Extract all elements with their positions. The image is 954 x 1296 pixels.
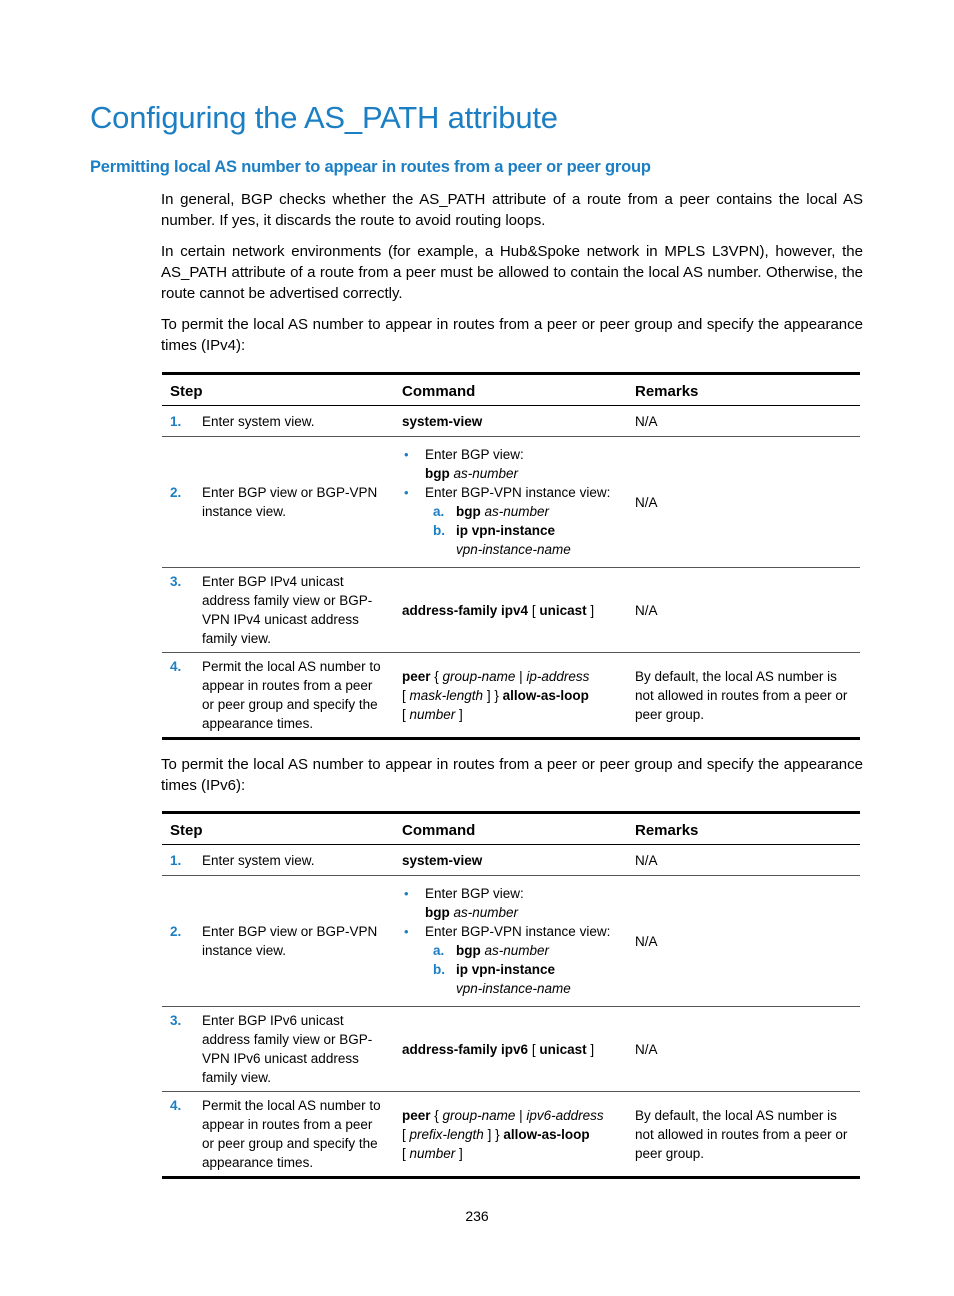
remark-text: N/A bbox=[627, 406, 860, 437]
step-text: Enter BGP IPv4 unicast address family view or BGP-VPN IPv4 unicast address family view. bbox=[202, 574, 373, 646]
command-keyword: bgp bbox=[425, 466, 450, 481]
command-keyword: bgp bbox=[425, 905, 450, 920]
bullet-icon: • bbox=[404, 924, 409, 939]
command-text: system-view bbox=[402, 413, 483, 429]
table-row bbox=[162, 406, 860, 437]
sub-option-b bbox=[402, 960, 619, 998]
command-argument: as-number bbox=[484, 504, 550, 519]
command-text: address-family ipv4 [ unicast ] bbox=[394, 568, 627, 653]
header-command: Command bbox=[394, 374, 627, 406]
header-remarks: Remarks bbox=[627, 374, 860, 406]
table-row bbox=[162, 845, 860, 876]
command-argument: as-number bbox=[453, 466, 519, 481]
remark-text: By default, the local AS number is not allowed in routes from a peer or peer group. bbox=[627, 653, 860, 739]
step-text: Permit the local AS number to appear in routes from a peer or peer group and specify the appearance times. bbox=[202, 659, 381, 731]
step-number: 3. bbox=[170, 1013, 182, 1028]
table-row bbox=[162, 437, 860, 568]
step-text: Permit the local AS number to appear in routes from a peer or peer group and specify the appearance times. bbox=[202, 1098, 381, 1170]
page-number: 236 bbox=[465, 1208, 489, 1224]
step-text: Enter system view. bbox=[202, 852, 315, 868]
step-text: Enter BGP view or BGP-VPN instance view. bbox=[202, 924, 378, 958]
table-row bbox=[162, 1007, 860, 1092]
bullet-text: Enter BGP-VPN instance view: bbox=[425, 485, 611, 500]
ipv4-steps-table bbox=[162, 372, 860, 740]
step-text: Enter BGP IPv6 unicast address family view or BGP-VPN IPv6 unicast address family view. bbox=[202, 1013, 373, 1085]
command-keyword: ip vpn-instance bbox=[456, 962, 556, 977]
command-keyword: bgp bbox=[456, 504, 481, 519]
remark-text: N/A bbox=[627, 568, 860, 653]
remark-text: By default, the local AS number is not allowed in routes from a peer or peer group. bbox=[627, 1092, 860, 1178]
table-row bbox=[162, 1092, 860, 1178]
sub-letter: a. bbox=[433, 943, 445, 958]
table-row bbox=[162, 568, 860, 653]
remark-text: N/A bbox=[627, 876, 860, 1007]
step-text: Enter system view. bbox=[202, 413, 315, 429]
remark-text: N/A bbox=[627, 845, 860, 876]
step-number: 2. bbox=[170, 924, 182, 939]
step-number: 3. bbox=[170, 574, 182, 589]
remark-text: N/A bbox=[627, 437, 860, 568]
command-argument: as-number bbox=[484, 943, 550, 958]
sub-letter: a. bbox=[433, 504, 445, 519]
page-title: Configuring the AS_PATH attribute bbox=[90, 100, 558, 135]
bullet-text: Enter BGP-VPN instance view: bbox=[425, 924, 611, 939]
remark-text: N/A bbox=[627, 1007, 860, 1092]
bullet-icon: • bbox=[404, 485, 409, 500]
table-header-row bbox=[162, 374, 860, 406]
command-list bbox=[402, 445, 619, 502]
step-number: 1. bbox=[170, 852, 182, 868]
bullet-text: Enter BGP view: bbox=[425, 886, 524, 901]
paragraph-ipv4-lead: To permit the local AS number to appear in routes from a peer or peer group and specify the appearance times (IPv4): bbox=[161, 316, 863, 354]
command-argument: vpn-instance-name bbox=[456, 981, 571, 996]
header-step: Step bbox=[162, 374, 394, 406]
command-keyword: ip vpn-instance bbox=[456, 523, 556, 538]
step-number: 2. bbox=[170, 485, 182, 500]
command-text: peer { group-name | ipv6-address [ prefix-length ] } allow-as-loop [ number ] bbox=[394, 1092, 627, 1178]
header-remarks: Remarks bbox=[627, 813, 860, 845]
command-keyword: bgp bbox=[456, 943, 481, 958]
command-argument: vpn-instance-name bbox=[456, 542, 571, 557]
table-row bbox=[162, 653, 860, 739]
sub-letter: b. bbox=[433, 962, 445, 977]
command-argument: as-number bbox=[453, 905, 519, 920]
step-number: 4. bbox=[170, 659, 182, 674]
section-heading: Permitting local AS number to appear in routes from a peer or peer group bbox=[90, 158, 651, 176]
paragraph-ipv6-lead: To permit the local AS number to appear in routes from a peer or peer group and specify the appearance times (IPv6): bbox=[161, 756, 863, 794]
command-text: address-family ipv6 [ unicast ] bbox=[394, 1007, 627, 1092]
step-number: 4. bbox=[170, 1098, 182, 1113]
command-list bbox=[402, 884, 619, 941]
bullet-text: Enter BGP view: bbox=[425, 447, 524, 462]
command-text: peer { group-name | ip-address [ mask-length ] } allow-as-loop [ number ] bbox=[394, 653, 627, 739]
step-number: 1. bbox=[170, 413, 182, 429]
sub-letter: b. bbox=[433, 523, 445, 538]
sub-option-b bbox=[402, 521, 619, 559]
paragraph-intro: In general, BGP checks whether the AS_PATH attribute of a route from a peer contains the local AS number. If yes, it discards the route to avoid routing loops. bbox=[161, 191, 863, 229]
table-row bbox=[162, 876, 860, 1007]
ipv6-steps-table bbox=[162, 811, 860, 1179]
command-text: system-view bbox=[402, 852, 483, 868]
bullet-icon: • bbox=[404, 886, 409, 901]
header-step: Step bbox=[162, 813, 394, 845]
sub-option-a bbox=[402, 941, 619, 960]
table-header-row bbox=[162, 813, 860, 845]
sub-option-a bbox=[402, 502, 619, 521]
bullet-icon: • bbox=[404, 447, 409, 462]
header-command: Command bbox=[394, 813, 627, 845]
paragraph-environments: In certain network environments (for example, a Hub&Spoke network in MPLS L3VPN), however, the AS_PATH attribute of a route from a peer must be allowed to contain the local AS number. Otherwise, the route cannot be advertised correctly. bbox=[161, 243, 863, 302]
step-text: Enter BGP view or BGP-VPN instance view. bbox=[202, 485, 378, 519]
